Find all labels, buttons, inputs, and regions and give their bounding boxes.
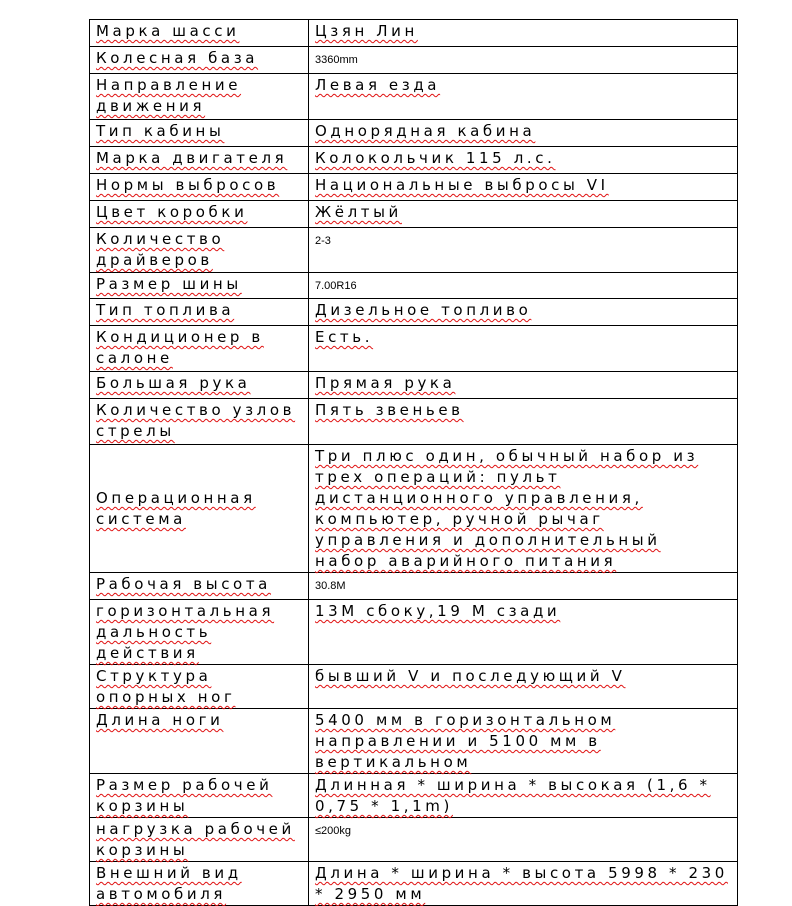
table-row <box>90 74 738 120</box>
table-row <box>90 20 738 47</box>
row-value: Три плюс один, обычный набор из трех операций: пульт дистанционного управления, компьютер, ручной рычаг управления и дополнительный набор аварийного питания <box>309 445 738 573</box>
table-row <box>90 445 738 573</box>
table-row <box>90 273 738 299</box>
row-value: бывший V и последующий V <box>309 665 738 709</box>
row-label: Количество драйверов <box>90 228 309 273</box>
row-value: 13M сбоку,19 M сзади <box>309 600 738 665</box>
row-value: Жёлтый <box>309 201 738 228</box>
table-row <box>90 774 738 818</box>
table-row <box>90 372 738 399</box>
row-value: 3360mm <box>309 47 738 74</box>
row-label: Рабочая высота <box>90 573 309 600</box>
row-value: Пять звеньев <box>309 399 738 445</box>
row-label: нагрузка рабочей корзины <box>90 818 309 862</box>
row-value: 7.00R16 <box>309 273 738 299</box>
row-value: Национальные выбросы VI <box>309 174 738 201</box>
row-label: Тип кабины <box>90 120 309 147</box>
row-value: Цзян Лин <box>309 20 738 47</box>
table-row <box>90 326 738 372</box>
table-row <box>90 665 738 709</box>
table-row <box>90 818 738 862</box>
row-label: Длина ноги <box>90 709 309 774</box>
table-row <box>90 600 738 665</box>
row-label: Колесная база <box>90 47 309 74</box>
row-label: Направление движения <box>90 74 309 120</box>
row-label: Размер рабочей корзины <box>90 774 309 818</box>
row-value: 2-3 <box>309 228 738 273</box>
row-label: Нормы выбросов <box>90 174 309 201</box>
row-value: 5400 мм в горизонтальном направлении и 5100 мм в вертикальном <box>309 709 738 774</box>
row-label: Размер шины <box>90 273 309 299</box>
row-label: Марка двигателя <box>90 147 309 174</box>
row-value: ≤200kg <box>309 818 738 862</box>
table-row <box>90 201 738 228</box>
table-row <box>90 147 738 174</box>
row-label: Тип топлива <box>90 299 309 326</box>
row-label: Операционная система <box>90 445 309 573</box>
row-value: Длинная * ширина * высокая (1,6 * 0,75 * 1,1m) <box>309 774 738 818</box>
table-row <box>90 573 738 600</box>
row-value: Прямая рука <box>309 372 738 399</box>
table-row <box>90 228 738 273</box>
table-row <box>90 399 738 445</box>
row-label: Кондиционер в салоне <box>90 326 309 372</box>
table-row <box>90 174 738 201</box>
row-label: Количество узлов стрелы <box>90 399 309 445</box>
row-value: Дизельное топливо <box>309 299 738 326</box>
row-value: Однорядная кабина <box>309 120 738 147</box>
table-row <box>90 709 738 774</box>
row-value: Длина * ширина * высота 5998 * 230 * 2950 мм <box>309 862 738 906</box>
table-row <box>90 862 738 906</box>
row-label: горизонтальная дальность действия <box>90 600 309 665</box>
row-value: 30.8M <box>309 573 738 600</box>
row-label: Марка шасси <box>90 20 309 47</box>
row-value: Колокольчик 115 л.с. <box>309 147 738 174</box>
row-label: Внешний вид автомобиля <box>90 862 309 906</box>
table-row <box>90 299 738 326</box>
row-label: Цвет коробки <box>90 201 309 228</box>
table-row <box>90 47 738 74</box>
row-label: Структура опорных ног <box>90 665 309 709</box>
row-label: Большая рука <box>90 372 309 399</box>
spec-table <box>89 19 738 906</box>
row-value: Есть. <box>309 326 738 372</box>
row-value: Левая езда <box>309 74 738 120</box>
table-row <box>90 120 738 147</box>
